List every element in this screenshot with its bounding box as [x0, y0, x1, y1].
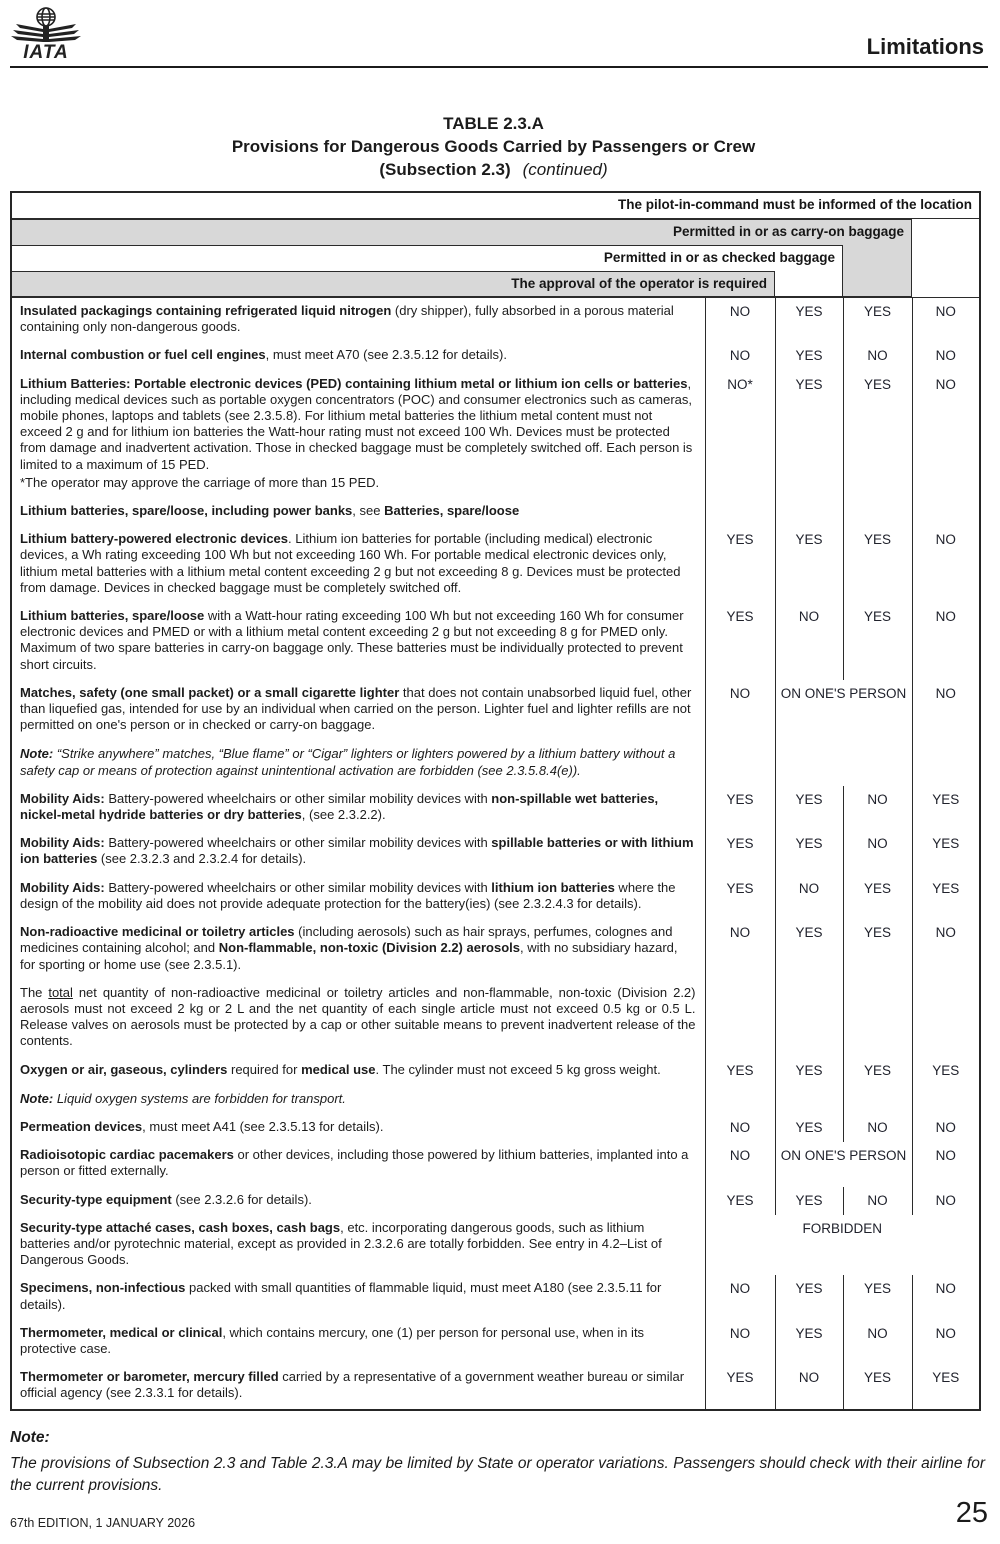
answer-cell: NO [912, 342, 979, 370]
table-row [12, 298, 979, 342]
answer-cell: YES [705, 786, 775, 830]
provision-description [12, 919, 705, 980]
answer-cell: NO [705, 1320, 775, 1364]
table-row [12, 1057, 979, 1114]
answer-cell: YES [775, 1187, 843, 1215]
answer-cell: YES [843, 298, 912, 342]
answer-cell: NO [705, 1114, 775, 1142]
table-header [12, 193, 979, 298]
answer-cell: NO [705, 919, 775, 980]
answer-cell: YES [775, 1320, 843, 1364]
description-paragraph: Note: “Strike anywhere” matches, “Blue flame” or “Cigar” lighters or lighters powered by a lithium battery without a safety cap or means of protection against unintentional activation are forbidden (see 2.3.5.8.4(e)). [20, 746, 676, 778]
description-paragraph: Thermometer, medical or clinical, which contains mercury, one (1) per person for personal use, when in its protective case. [20, 1324, 645, 1356]
answer-cell: YES [775, 1057, 843, 1114]
description-paragraph: Mobility Aids: Battery-powered wheelchairs or other similar mobility devices with lithium ion batteries where the design of the mobility aid does not provide adequate protection for the battery(ies) (see 2.3.2.4.3 for details). [20, 879, 676, 911]
table-row [12, 371, 979, 498]
table-row [12, 1364, 979, 1408]
answer-cell: NO [775, 875, 843, 919]
table-row [12, 680, 979, 786]
provision-description [12, 1057, 705, 1114]
answer-cell: YES [843, 875, 912, 919]
description-paragraph: The total net quantity of non-radioactive medicinal or toiletry articles and non-flammable, non-toxic (Division 2.2) aerosols must not exceed 2 kg or 2 L and the net quantity of each single article must not exceed 0.5 kg or 0.5 L. Release valves on aerosols must be protected by a cap or other suitable means to prevent inadvertent release of the contents. [20, 984, 696, 1049]
description-paragraph: Mobility Aids: Battery-powered wheelchairs or other similar mobility devices with non-spillable wet batteries, nickel-metal hydride batteries or dry batteries, (see 2.3.2.2). [20, 790, 659, 823]
table-row [12, 980, 979, 1057]
provision-description [12, 875, 705, 919]
answer-cell: YES [775, 919, 843, 980]
provisions-table [10, 191, 981, 1411]
answer-cell: YES [912, 875, 979, 919]
answer-cell: YES [843, 603, 912, 680]
answer-cell: NO [912, 1114, 979, 1142]
description-paragraph: Lithium batteries, spare/loose, including power banks, see Batteries, spare/loose [20, 503, 520, 519]
answer-cell: NO [912, 680, 979, 786]
answer-cell: YES [843, 1275, 912, 1319]
table-title-number: TABLE 2.3.A [443, 114, 544, 133]
header-pilot-in-command: The pilot-in-command must be informed of the location [12, 193, 979, 219]
description-paragraph: *The operator may approve the carriage of more than 15 PED. [20, 474, 380, 490]
answer-cell: YES [912, 786, 979, 830]
answer-cell: YES [912, 830, 979, 874]
table-row [12, 498, 979, 526]
answer-cell: YES [705, 830, 775, 874]
answer-cell: YES [843, 526, 912, 603]
answer-cell: NO [843, 830, 912, 874]
answer-cell: NO [843, 1187, 912, 1215]
answer-cell: YES [843, 919, 912, 980]
answer-cell: YES [843, 1057, 912, 1114]
answer-span-on-person: ON ONE'S PERSON [775, 680, 912, 786]
table-row [12, 1187, 979, 1215]
iata-globe-wings-graphic [10, 6, 82, 46]
answer-span-on-person: ON ONE'S PERSON [775, 1142, 912, 1186]
answer-cell: NO [705, 298, 775, 342]
answer-cell: NO [912, 1320, 979, 1364]
header-checked-baggage: Permitted in or as checked baggage [12, 245, 843, 297]
description-paragraph: Specimens, non-infectious packed with small quantities of flammable liquid, must meet A180 (see 2.3.5.11 for details). [20, 1280, 662, 1312]
answer-cell: YES [705, 875, 775, 919]
answer-cell: YES [775, 342, 843, 370]
header-operator-approval: The approval of the operator is required [12, 271, 775, 297]
provision-description [12, 786, 705, 830]
provision-description [12, 1114, 705, 1142]
description-paragraph: Internal combustion or fuel cell engines, must meet A70 (see 2.3.5.12 for details). [20, 347, 507, 363]
description-paragraph: Insulated packagings containing refrigerated liquid nitrogen (dry shipper), fully absorbed in a porous material containing only non-dangerous goods. [20, 303, 674, 335]
answer-cell [705, 498, 775, 526]
answer-cell: YES [775, 526, 843, 603]
header-rule [10, 66, 988, 68]
answer-cell: NO [912, 526, 979, 603]
header-carry-on-baggage: Permitted in or as carry-on baggage [12, 219, 912, 297]
answer-cell: YES [705, 526, 775, 603]
table-row [12, 526, 979, 603]
bottom-note [10, 1427, 985, 1497]
answer-cell: NO* [705, 371, 775, 498]
answer-cell: YES [705, 1057, 775, 1114]
answer-cell: YES [843, 371, 912, 498]
table-row [12, 1275, 979, 1319]
answer-cell: YES [775, 1275, 843, 1319]
answer-cell [775, 498, 843, 526]
table-row [12, 919, 979, 980]
answer-cell: YES [775, 786, 843, 830]
page-header [10, 8, 988, 63]
answer-cell: NO [705, 1275, 775, 1319]
answer-cell: NO [705, 1142, 775, 1186]
provision-description [12, 680, 705, 786]
table-title-subsection: (Subsection 2.3) (continued) [379, 160, 608, 179]
provision-description [12, 342, 705, 370]
answer-cell: YES [775, 1114, 843, 1142]
answer-cell [705, 980, 775, 1057]
table-title [10, 112, 977, 181]
answer-cell: YES [775, 830, 843, 874]
provisions-table-body [12, 298, 979, 1409]
answer-cell: YES [912, 1057, 979, 1114]
table-row [12, 1215, 979, 1276]
answer-cell: YES [843, 1364, 912, 1408]
description-paragraph: Lithium battery-powered electronic devices. Lithium ion batteries for portable (including medical) electronic devices, a Wh rating exceeding 100 Wh but not exceeding 160 Wh. For portable medical electronic devices only, lithium metal batteries with a lithium metal content exceeding 2 g but not exceeding 8 g. Devices must be protected from damage. Devices in checked baggage must be completely switched off. [20, 531, 681, 595]
description-paragraph: Security-type equipment (see 2.3.2.6 for details). [20, 1191, 312, 1207]
provision-description [12, 1320, 705, 1364]
provision-description [12, 1187, 705, 1215]
answer-cell: NO [705, 342, 775, 370]
table-row [12, 786, 979, 830]
table-row [12, 1114, 979, 1142]
answer-cell: YES [705, 603, 775, 680]
answer-cell: NO [912, 1275, 979, 1319]
description-paragraph: Non-radioactive medicinal or toiletry articles (including aerosols) such as hair sprays, perfumes, colognes and medicines containing alcohol; and Non-flammable, non-toxic (Division 2.2) aerosols, with no subsidiary hazard, for sporting or home use (see 2.3.5.1). [20, 924, 678, 972]
answer-cell: NO [912, 919, 979, 980]
table-title-text: Provisions for Dangerous Goods Carried by Passengers or Crew [231, 137, 756, 156]
answer-cell: NO [843, 786, 912, 830]
answer-cell: YES [775, 371, 843, 498]
provision-description [12, 371, 705, 498]
answer-cell: YES [705, 1187, 775, 1215]
section-title: Limitations [866, 34, 984, 59]
description-paragraph: Security-type attaché cases, cash boxes, cash bags, etc. incorporating dangerous goods, such as lithium batteries and/or pyrotechnic material, except as provided in 2.3.2.6 are totally forbidden. See entry in 4.2–List of Dangerous Goods. [20, 1219, 662, 1268]
table-title-continued: (continued) [522, 160, 608, 179]
description-paragraph: Thermometer or barometer, mercury filled carried by a representative of a government weather bureau or similar official agency (see 2.3.3.1 for details). [20, 1369, 685, 1401]
description-paragraph: Oxygen or air, gaseous, cylinders required for medical use. The cylinder must not exceed 5 kg gross weight. [20, 1061, 661, 1077]
provision-description [12, 603, 705, 680]
answer-cell: YES [912, 1364, 979, 1408]
answer-cell [843, 980, 912, 1057]
iata-logo-icon [10, 6, 82, 63]
description-paragraph: Radioisotopic cardiac pacemakers or other devices, including those powered by lithium batteries, implanted into a person or fitted externally. [20, 1147, 689, 1179]
answer-cell: NO [912, 371, 979, 498]
answer-span-forbidden: FORBIDDEN [705, 1215, 979, 1276]
provision-description [12, 1142, 705, 1186]
edition-text: 67th EDITION, 1 JANUARY 2026 [10, 1515, 196, 1530]
table-row [12, 1142, 979, 1186]
iata-logo-text: IATA [23, 42, 69, 63]
bottom-note-label: Note: [10, 1428, 50, 1446]
answer-cell [775, 980, 843, 1057]
table-row [12, 342, 979, 370]
provision-description [12, 1364, 705, 1408]
answer-cell [843, 498, 912, 526]
answer-cell: NO [912, 603, 979, 680]
table-row [12, 830, 979, 874]
description-paragraph: Permeation devices, must meet A41 (see 2.3.5.13 for details). [20, 1118, 384, 1134]
answer-cell [912, 980, 979, 1057]
table-row [12, 603, 979, 680]
provision-description [12, 526, 705, 603]
answer-cell: NO [843, 1320, 912, 1364]
description-paragraph: Lithium Batteries: Portable electronic devices (PED) containing lithium metal or lithium ion cells or batteries, including medical devices such as portable oxygen concentrators (POC) and consumer electronics such as cameras, mobile phones, laptops and tablets (see 2.3.5.8). For lithium metal batteries the lithium metal content must not exceed 2 g and for lithium ion batteries the Watt-hour rating must not exceed 100 Wh. Devices must be protected from damage and inadvertent activation. Those in checked baggage must be completely switched off. Each person is limited to a maximum of 15 PED. [20, 375, 693, 472]
provision-description [12, 498, 705, 526]
description-paragraph: Matches, safety (one small packet) or a small cigarette lighter that does not contain unabsorbed liquid fuel, other than liquefied gas, intended for use by an individual when carried on the person. Lighter fuel and lighter refills are not permitted on one's person or in checked or carry-on baggage. [20, 684, 692, 733]
provision-description [12, 298, 705, 342]
table-row [12, 875, 979, 919]
description-paragraph: Note: Liquid oxygen systems are forbidden for transport. [20, 1090, 346, 1106]
answer-cell: NO [912, 1187, 979, 1215]
answer-cell: NO [843, 342, 912, 370]
table-row [12, 1320, 979, 1364]
provision-description [12, 1275, 705, 1319]
page-number: 25 [955, 1496, 988, 1529]
description-paragraph: Mobility Aids: Battery-powered wheelchairs or other similar mobility devices with spillable batteries or with lithium ion batteries (see 2.3.2.3 and 2.3.2.4 for details). [20, 835, 694, 867]
answer-cell: NO [705, 680, 775, 786]
provision-description [12, 830, 705, 874]
answer-cell: NO [775, 1364, 843, 1408]
answer-cell: NO [912, 298, 979, 342]
answer-cell [912, 498, 979, 526]
answer-cell: NO [843, 1114, 912, 1142]
provision-description [12, 980, 705, 1057]
description-paragraph: Lithium batteries, spare/loose with a Watt-hour rating exceeding 100 Wh but not exceeding 160 Wh for consumer electronic devices and PMED or with a lithium metal content exceeding 2 g but not exceeding 8 g for PMED only. Maximum of two spare batteries in carry-on baggage only. These batteries must be individually protected to prevent short circuits. [20, 608, 684, 672]
answer-cell: YES [775, 298, 843, 342]
provision-description [12, 1215, 705, 1276]
answer-cell: NO [775, 603, 843, 680]
bottom-note-text: The provisions of Subsection 2.3 and Table 2.3.A may be limited by State or operator variations. Passengers should check with their airline for the current provisions. [10, 1454, 985, 1494]
answer-cell: YES [705, 1364, 775, 1408]
answer-cell: NO [912, 1142, 979, 1186]
page-footer [10, 1497, 988, 1544]
